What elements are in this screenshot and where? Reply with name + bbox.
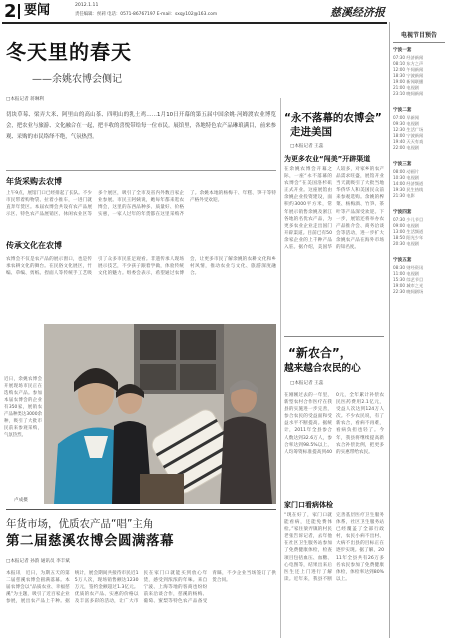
story4-subheading: 家门口看病体检 (284, 501, 333, 509)
tv-channel-name: 宁波五套 (393, 258, 412, 263)
tv-guide-title: 电视节目预告 (393, 30, 445, 43)
masthead-rule (2, 22, 387, 24)
story3-title-line1: “永不落幕的农博会” (284, 112, 382, 124)
lead-subtitle: ——余姚农博会侧记 (32, 74, 122, 85)
tv-program-item: 14:00 经济频道 (393, 181, 424, 186)
tv-guide-channels (390, 47, 448, 295)
column-divider (280, 98, 281, 638)
story3-subheading: 为更多农业“闯美”开辟渠道 (284, 155, 371, 163)
story4-subtext: “现在好了，家门口就能看病，还能免费体检。”家住梁弄镇的村民老张告诉记者，去年他在社区卫生服务站参加了免费健康体检，检查项目包括血压、血糖、心电图等，结果出来后医生还上门进行了解读。近年来，我县不断完善基层医疗卫生服务体系，社区卫生服务站已经覆盖了全部行政村，农民小病不出村、大病不出县的目标正在逐步实现。据了解，2011年全县共有26万多名农民参加了免费健康体检，体检率达到80%以上。 (284, 513, 384, 582)
tv-channel-block (393, 107, 445, 151)
tv-program-item: 18:00 宁波新闻 (393, 133, 424, 138)
editor-contact: 责任编辑：侯莉 电话：0571-86767197 E-mail：sxqy102@163.com (75, 12, 218, 17)
photo-credit: 卢成摄 (14, 498, 28, 503)
tv-program-item: 21:00 电视剧 (393, 85, 419, 90)
tv-program-item: 10:30 电视剧 (393, 175, 419, 180)
story2-text: 本报讯 近日，为期五天的第二届慈溪农博会圆满落幕。本届农博会以“品质农业、幸福慈溪”为主题，吸引了近百家企业参展，展出农产品上千种。据统计，展会期间共接待市民近15万人次，现场销售额达1230万元，签约金额超过1.3亿元。优质的农产品、实惠的价格以及丰富多彩的活动，让广大市民在家门口就能买到放心年货，感受到浓浓的年味。来自宁波、上海等地的客商也纷纷前来洽谈合作，慈溪的杨梅、葡萄、蜜梨等特色农产品备受青睐，不少企业当场签订了供货合同。 (6, 571, 276, 605)
tv-program-item: 19:30 民生热线 (393, 187, 424, 192)
tv-program-item: 12:30 生活广场 (393, 127, 424, 132)
tv-channel-name: 宁波一套 (393, 48, 412, 53)
tv-program-item: 20:30 电视剧 (393, 241, 419, 246)
tv-program-item: 07:30 经济新闻 (393, 55, 424, 60)
tv-channel-name: 宁波二套 (393, 108, 412, 113)
lead-intro: 切块草莓、梁弄大米、阿里山的高山茶、四明山的乳土鸡……1月10日开幕的第五届中国余姚·河姆渡农业博览会，把农业与旅游、文化融合在一起，把丰收的喜悦带给每一位市民。展馆里，各地特色农产品琳琅满目，前来参观、采购的市民络绎不绝，气氛热烈。 (6, 112, 276, 140)
tv-program-item: 12:00 午间新闻 (393, 67, 424, 72)
masthead-divider (18, 4, 20, 19)
photo-divider (6, 509, 276, 510)
story4-text: 在刚刚过去的一年里，新型农村合作医疗在我县的实施进一步完善，参合农民的受益面和受益水平不断提高。据统计，2011年全县参合人数达到32.6万人，参合率达到98.5%以上，人均筹资标准提高到400元，全年累计补偿农民医药费用2.1亿元，受益人次达到124万人次。不少农民说，有了新农合，看病不再难，看病负担也轻了。今年，我县将继续提高新农合补偿比例，把更多的实惠带给农民。 (284, 393, 384, 455)
lead-byline: □本报记者 蒋琳利 (6, 97, 44, 102)
tv-channel-block (393, 209, 445, 247)
tv-program-item: 23:10 晚间新闻 (393, 91, 424, 96)
story4-byline: □本报记者 王蕊 (290, 381, 324, 386)
tv-program-item: 15:30 综艺节目 (393, 277, 424, 282)
tv-program-item: 09:30 电视剧 (393, 121, 419, 126)
story3-text: 在余姚农博会开幕之际，一座“永不落幕的农博会”在美国洛杉矶正式开业。这座展馆由余姚企业投资建设，面积约3000平方米，常年展示销售余姚及浙江各地的名优农产品，为更多农业企业走出国门开辟渠道。目前已有50余家企业的上千种产品入驻。据介绍，美国华人较多，对家乡的农产品需求旺盛，展馆开业当天就吸引了大批当地华侨华人和美国民众前来参观选购。余姚的榨菜、杨梅酒、竹笋、茶叶等产品深受欢迎。下一步，展馆还将举办农产品推介会、商务洽谈会等活动，进一步扩大余姚农产品在海外市场的知名度。 (284, 167, 384, 251)
section2-heading: 传承文化在农博 (6, 241, 62, 250)
news-photo (44, 324, 276, 504)
section1-heading: 年货采购去农博 (6, 177, 62, 186)
tv-channel-block (393, 47, 445, 97)
tv-channel-block (393, 161, 445, 199)
tv-guide-sidebar (389, 22, 448, 638)
tv-program-item: 08:10 东方之声 (393, 61, 424, 66)
tv-program-item: 22:00 电视剧 (393, 145, 419, 150)
tv-program-item: 07:00 早新闻 (393, 115, 419, 120)
photo-caption: 近日，余姚农博会开展现场市民正在选购农产品。参加本届农博会的企业有350家，展销农产品种类达3000余种，吸引了大批市民前来参观采购，气氛热烈。 (4, 377, 42, 438)
tv-program-item: 11:00 电视剧 (393, 271, 419, 276)
tv-channel-name: 宁波三套 (393, 162, 412, 167)
photo-illustration (44, 324, 276, 504)
tv-program-item: 18:30 宁波新闻 (393, 73, 424, 78)
page-number: 2 (4, 1, 17, 22)
tv-program-item: 19:00 城市之光 (393, 283, 424, 288)
tv-program-item: 19:40 天天有戏 (393, 139, 424, 144)
lead-title: 冬天里的春天 (6, 40, 132, 64)
issue-date: 2012.1.11 (75, 3, 99, 8)
tv-program-item: 18:50 阳光少年 (393, 235, 424, 240)
tv-program-item: 08:00 动画片 (393, 169, 419, 174)
story3-title-line2: 走进美国 (290, 126, 332, 138)
story2-title: 第二届慈溪农博会圆满落幕 (6, 533, 174, 549)
section1-text: 上午9点，展馆门口已经排起了长队。不少市民带着购物袋、拉着小推车，一进门就直奔年货区。本届农博会共设有农产品展示区、特色农产品展销区、休闲农业区等多个展区，吸引了全市及省内外数百家企业参展。市民王阿姨说，她每年都来逛农博会，这里的东西品种多、质量好、价格实惠，一家人过年的年货都在这里采购齐了。余姚本地的杨梅干、年糕、笋干等特产格外受欢迎。 (6, 191, 276, 218)
story3-divider (284, 336, 384, 337)
tv-program-item: 21:30 电影 (393, 193, 415, 198)
tv-program-item: 07:30 少儿节目 (393, 217, 424, 222)
story4-title-line2: 越来越合农民的心 (284, 363, 361, 374)
story2-kicker: 年货市场，优质农产品“唱”主角 (6, 518, 154, 530)
paper-logo: 慈溪经济报 (330, 6, 385, 19)
tv-program-item: 08:30 财经资讯 (393, 265, 424, 270)
tv-program-item: 13:00 生活频道 (393, 229, 424, 234)
tv-channel-block (393, 257, 445, 295)
tv-program-item: 22:30 晚间剧场 (393, 289, 424, 294)
section-name: 要闻 (24, 3, 51, 18)
tv-program-item: 19:00 新闻联播 (393, 79, 424, 84)
tv-program-item: 09:00 电视剧 (393, 223, 419, 228)
section2-text: 农博会不仅是农产品的展示窗口，也是传承农耕文化的舞台。在民俗文化展区，竹编、草编、剪纸、捏面人等传统手工艺吸引了众多市民驻足观看。非遗传承人现场展示技艺，不少孩子跟着学做，体验传统文化的魅力。组委会表示，希望通过农博会，让更多市民了解余姚的农耕文化和乡村风情，推动农业与文化、旅游深度融合。 (6, 257, 276, 277)
story2-byline: □本报记者 孙韵 通讯员 李丰斌 (6, 559, 70, 564)
lead-divider (6, 170, 276, 171)
story3-byline: □本报记者 王蕊 (290, 144, 324, 149)
story4-title-line1: “新农合”， (288, 346, 352, 360)
tv-channel-name: 宁波四套 (393, 210, 412, 215)
